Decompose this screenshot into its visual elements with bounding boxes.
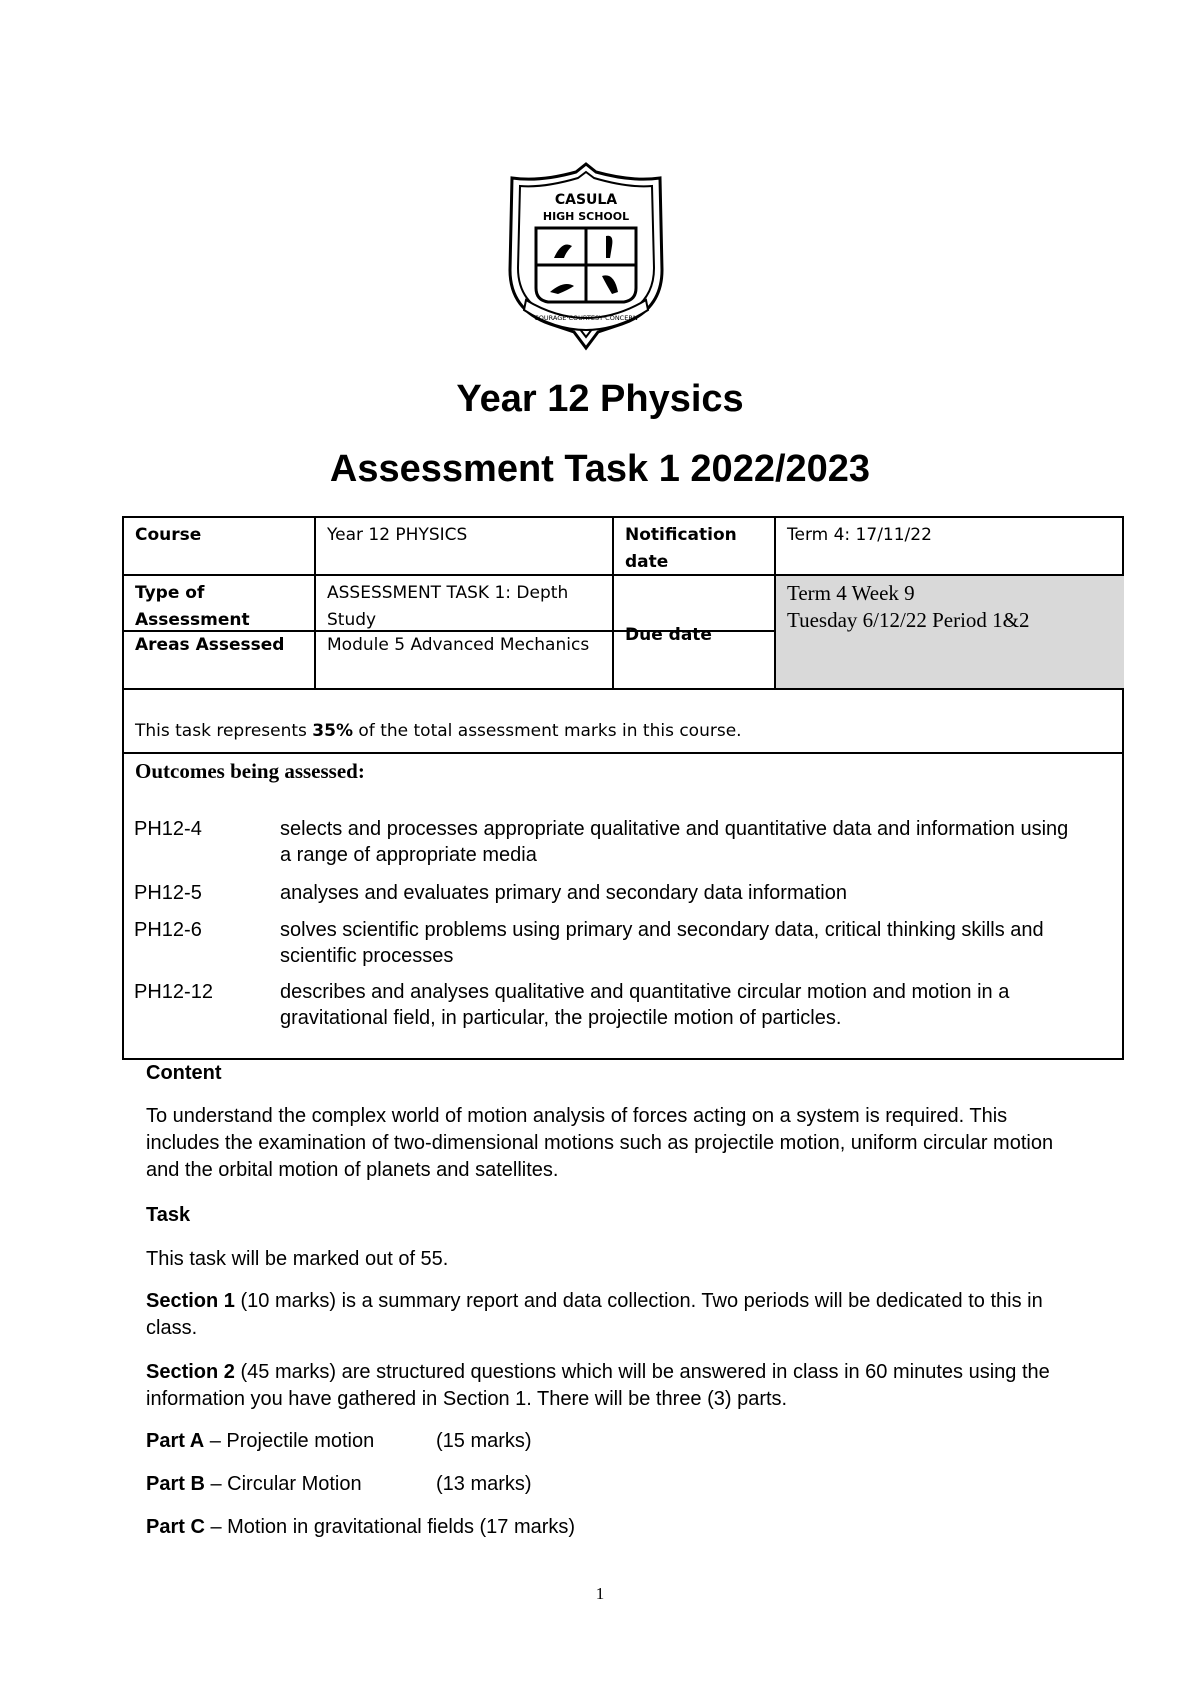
task-heading: Task (146, 1204, 191, 1226)
due-date-label: Due date (625, 625, 712, 645)
notification-value: Term 4: 17/11/22 (787, 525, 932, 545)
due-date-line1: Term 4 Week 9 (787, 581, 915, 605)
areas-label: Areas Assessed (135, 635, 285, 655)
type-label: Type of Assessment (135, 583, 250, 630)
crest-shield-icon (502, 160, 670, 352)
part-item: Part A – Projectile motion (15 marks) (146, 1430, 532, 1452)
page-title: Year 12 Physics (456, 378, 744, 420)
due-date-line2: Tuesday 6/12/22 Period 1&2 (787, 608, 1030, 632)
section1-paragraph: Section 1 (10 marks) is a summary report and data collection. Two periods will be dedicated to this in class. (146, 1290, 1043, 1339)
outcome-code: PH12-4 (134, 818, 202, 840)
outcome-text: analyses and evaluates primary and secondary data information (280, 882, 847, 904)
outcome-code: PH12-6 (134, 919, 202, 941)
page-number: 1 (595, 1584, 605, 1603)
outcome-text: solves scientific problems using primary and secondary data, critical thinking skills and scientific processes (280, 919, 1044, 967)
type-value: ASSESSMENT TASK 1: Depth Study (327, 583, 569, 630)
outcome-text: selects and processes appropriate qualitative and quantitative data and information using a range of appropriate media (280, 818, 1069, 866)
part-item: Part B – Circular Motion (13 marks) (146, 1473, 532, 1495)
content-paragraph: To understand the complex world of motion analysis of forces acting on a system is required. This includes the examination of two-dimensional motions such as projectile motion, uniform circular motion and the orbital motion of planets and satellites. (146, 1105, 1054, 1181)
page-subtitle: Assessment Task 1 2022/2023 (329, 448, 871, 490)
part-item: Part C – Motion in gravitational fields (17 marks) (146, 1516, 576, 1538)
svg-text:HIGH SCHOOL: HIGH SCHOOL (542, 210, 630, 223)
course-label: Course (135, 525, 202, 545)
school-crest (502, 160, 670, 352)
outcomes-heading: Outcomes being assessed: (135, 759, 365, 783)
assessment-info-table (122, 516, 1124, 1060)
outcome-code: PH12-12 (134, 981, 213, 1003)
outcome-text: describes and analyses qualitative and quantitative circular motion and motion in a gravitational field, in particular, the projectile motion of particles. (280, 981, 1010, 1029)
areas-value: Module 5 Advanced Mechanics (327, 635, 590, 655)
task-marks-note: This task will be marked out of 55. (146, 1248, 449, 1270)
svg-text:COURAGE·COURTESY·CONCERN: COURAGE·COURTESY·CONCERN (534, 314, 638, 322)
notification-label: Notification date (625, 525, 737, 572)
svg-text:CASULA: CASULA (554, 192, 618, 208)
section2-paragraph: Section 2 (45 marks) are structured questions which will be answered in class in 60 minutes using the information you have gathered in Section 1. There will be three (3) parts. (146, 1361, 1050, 1410)
outcome-code: PH12-5 (134, 882, 202, 904)
course-value: Year 12 PHYSICS (327, 525, 468, 545)
task-weight-note: This task represents 35% of the total assessment marks in this course. (135, 721, 742, 741)
content-heading: Content (146, 1062, 222, 1084)
